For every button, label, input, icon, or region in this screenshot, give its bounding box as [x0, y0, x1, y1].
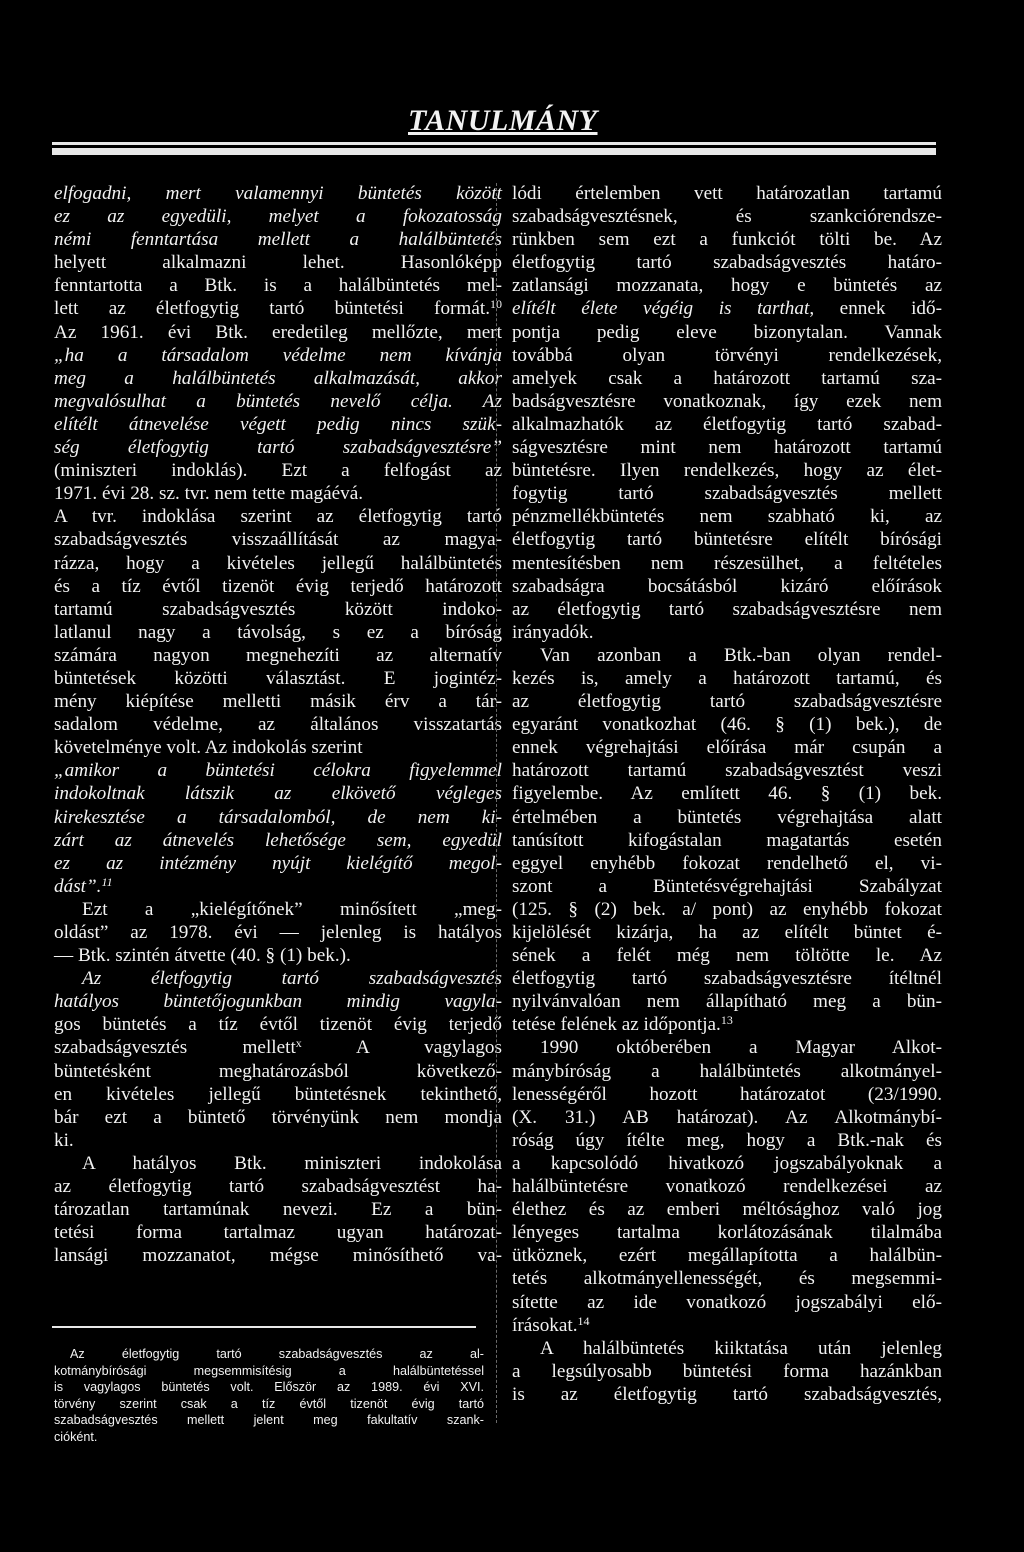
footnote-reference: 13 [720, 1013, 733, 1028]
left-column-line: szabadságvesztés mellett$^x$ A vagylagos [54, 1036, 502, 1059]
left-column-line: tetési forma tartalmaz ugyan határozat- [54, 1222, 502, 1244]
left-column-line: helyett alkalmazni lehet. Hasonlóképp [54, 252, 502, 274]
right-column-line: fogytig tartó szabadságvesztés mellett [512, 483, 942, 505]
right-column-line: kijelölését kizárja, ha az elítélt büntet é- [512, 922, 942, 943]
left-column-line: oldást” az 1978. évi — jelenleg is hatályos [54, 922, 502, 943]
header-thin-rule [52, 142, 936, 145]
left-column-line: gos büntetés a tíz évtől tizenöt évig terjedő [54, 1014, 502, 1036]
left-column-line: büntetések közötti választást. E jogintéz- [54, 667, 502, 689]
right-column-line: ennek végrehajtási előírása már csupán a [512, 737, 942, 759]
right-column-line: eggyel enyhébb fokozat rendelhető el, vi- [512, 852, 942, 874]
footnote-block [54, 1346, 484, 1446]
left-column-line: némi fenntartása mellett a halálbüntetés [54, 229, 502, 251]
right-column-line: lenességéről hozott határozatot (23/1990. [512, 1083, 942, 1105]
left-column-line: megvalósulhat a büntetés nevelő célja. Az [54, 390, 502, 412]
footnote-line: is vagylagos büntetés volt. Először az 1989. évi XVI. [54, 1380, 484, 1395]
left-column-line: hatályos büntetőjogunkban mindig vagyla- [54, 991, 502, 1013]
right-column-line: mentesítésben nem részesülhet, a feltételes [512, 552, 942, 574]
left-column-line: számára nagyon megnehezíti az alternatív [54, 644, 502, 666]
right-column-line: Van azonban a Btk.-ban olyan rendel- [540, 644, 942, 666]
right-column-line: életfogytig tartó büntetésre elítélt bírósági [512, 529, 942, 551]
right-column-line: tanúsított kifogástalan magatartás esetén [512, 829, 942, 851]
left-column-line: meg a halálbüntetés alkalmazását, akkor [54, 367, 502, 389]
footnote-line: törvény szerint csak a tíz évtől tizenöt évig tartó [54, 1396, 484, 1411]
right-column-line: alkalmazhatók az életfogytig tartó szabad- [512, 413, 942, 435]
left-column-line: indokoltnak látszik az elkövető végleges [54, 783, 502, 805]
left-column-line: ség életfogytig tartó szabadságvesztésre” [54, 437, 502, 459]
footnote-rule [52, 1326, 476, 1328]
right-column-line: határozott tartamú szabadságvesztést veszi [512, 760, 942, 782]
left-column-line: sadalom védelme, az általános visszatartás [54, 714, 502, 736]
left-column-line: ki. [54, 1129, 74, 1151]
right-column-line: továbbá olyan törvényi rendelkezések, [512, 344, 942, 366]
footnote-line: kotmánybírósági megsemmisítésig a halálbüntetéssel [54, 1363, 484, 1378]
left-column-line: „ha a társadalom védelme nem kívánja [54, 344, 502, 366]
right-column-line: lényeges tartalma korlátozásának tilalmába [512, 1222, 942, 1244]
right-column-line: életfogytig tartó szabadságvesztésre ítéltnél [512, 968, 942, 990]
right-column-line: az életfogytig tartó szabadságvesztésre [512, 691, 942, 713]
footnote-reference: x [295, 1036, 302, 1051]
left-column-line: latlanul nagy a távolság, s ez a bíróság [54, 621, 502, 643]
right-column-line: elítélt élete végéig is tarthat, ennek idő- [512, 298, 942, 320]
left-column-line: ez az intézmény nyújt kielégítő megol- [54, 852, 502, 874]
column-divider [496, 183, 497, 1423]
right-column-line: 1990 októberében a Magyar Alkot- [540, 1037, 942, 1059]
page-header-title: TANULMÁNY [408, 104, 598, 137]
right-column-line: badságvesztésre vonatkoznak, így ezek nem [512, 390, 942, 412]
left-column-line: az életfogytig tartó szabadságvesztést ha- [54, 1176, 502, 1198]
left-column-line: (miniszteri indoklás). Ezt a felfogást az [54, 460, 502, 482]
footnote-line: cióként. [54, 1429, 98, 1444]
left-column-line: zárt az átnevelés lehetősége sem, egyedül [54, 829, 502, 851]
left-column-line: fenntartotta a Btk. is a halálbüntetés mel- [54, 275, 502, 297]
left-column-line: elítélt átnevelése végett pedig nincs szük- [54, 413, 502, 435]
left-column-line: „amikor a büntetési célokra figyelemmel [54, 760, 502, 782]
right-column-line: élethez és az emberi méltósághoz való jog [512, 1199, 942, 1221]
right-column-line: írásokat.$^{14}$ [512, 1313, 590, 1336]
left-column-line: büntetésként meghatározásból következő- [54, 1060, 502, 1082]
right-column-line: pontja pedig eleve bizonytalan. Vannak [512, 321, 942, 343]
left-column-line: en kivételes jellegű büntetésnek tekinthető, [54, 1083, 502, 1105]
right-column-line: tetése felének az időpontja.$^{13}$ [512, 1013, 733, 1036]
right-column-line: egyaránt vonatkozhat (46. § (1) bek.), de [512, 714, 942, 736]
left-column-line: rázza, hogy a kivételes jellegű halálbüntetés [54, 552, 502, 574]
right-column-line: életfogytig tartó szabadságvesztés határo- [512, 252, 942, 274]
left-column-line: és a tíz évtől tizenöt évig terjedő határozott [54, 575, 502, 597]
right-text-column [512, 182, 942, 1406]
right-column-line: az életfogytig tartó szabadságvesztésre nem [512, 598, 942, 620]
footnote-line: Az életfogytig tartó szabadságvesztés az al- [70, 1347, 484, 1361]
left-column-line: — Btk. szintén átvette (40. § (1) bek.). [54, 945, 351, 967]
right-column-line: sítette az ide vonatkozó jogszabályi elő- [512, 1291, 942, 1313]
left-column-line: kirekesztése a társadalomból, de nem ki- [54, 806, 502, 828]
right-column-line: pénzmellékbüntetés nem szabható ki, az [512, 506, 942, 528]
right-column-line: amelyek csak a határozott tartamú sza- [512, 367, 942, 389]
right-column-line: rünkben sem ezt a funkciót tölti be. Az [512, 229, 942, 251]
header-thick-rule [52, 148, 936, 155]
left-column-line: bár ezt a büntető törvényünk nem mondja [54, 1106, 502, 1128]
right-column-line: is az életfogytig tartó szabadságvesztés, [512, 1383, 942, 1405]
right-column-line: a kapcsolódó hivatkozó jogszabályoknak a [512, 1152, 942, 1174]
right-column-line: értelmében a büntetés végrehajtása alatt [512, 806, 942, 828]
left-column-line: A tvr. indoklása szerint az életfogytig tartó [54, 506, 502, 528]
left-column-line: Ezt a „kielégítőnek” minősített „meg- [82, 898, 502, 920]
right-column-line: halálbüntetésre vonatkozó rendelkezései az [512, 1176, 942, 1198]
left-column-line: szabadságvesztés visszaállítását az magya- [54, 529, 502, 551]
right-column-line: kezés is, amely a határozott tartamú, és [512, 667, 942, 689]
footnote-reference: 11 [101, 874, 113, 889]
right-column-line: szabadságra bocsátásból kizáró előírások [512, 575, 942, 597]
right-column-line: zatlansági mozzanata, hogy e büntetés az [512, 275, 942, 297]
left-column-line: Az 1961. évi Btk. eredetileg mellőzte, mert [54, 321, 502, 343]
right-column-line: ütköznek, ezért megállapította a halálbün- [512, 1245, 942, 1267]
footnote-line: szabadságvesztés mellett jelent meg fakultatív szank- [54, 1413, 484, 1428]
right-column-line: büntetésre. Ilyen rendelkezés, hogy az élet- [512, 460, 942, 482]
right-column-line: szont a Büntetésvégrehajtási Szabályzat [512, 875, 942, 897]
left-column-line: mény kiépítése melletti másik érv a tár- [54, 691, 502, 713]
left-column-line: dást”.$^{11}$ [54, 874, 113, 897]
left-column-line: ez az egyedüli, melyet a fokozatosság [54, 206, 502, 228]
left-column-line: elfogadni, mert valamennyi büntetés között [54, 183, 502, 204]
right-column-line: irányadók. [512, 621, 594, 643]
right-column-line: A halálbüntetés kiiktatása után jelenleg [540, 1337, 942, 1359]
right-column-line: szabadságvesztésnek, és szankciórendsze- [512, 206, 942, 228]
right-column-line: (X. 31.) AB határozat). Az Alkotmánybí- [512, 1106, 942, 1128]
footnote-reference: 14 [577, 1313, 590, 1328]
left-column-line: lett az életfogytig tartó büntetési formát.$^{10}$ [54, 297, 502, 320]
right-column-line: ságvesztésre mint nem határozott tartamú [512, 437, 942, 459]
footnote-reference: 10 [490, 297, 502, 312]
left-column-line: lansági mozzanatot, mégse minősíthető va- [54, 1245, 502, 1267]
left-column-line: 1971. évi 28. sz. tvr. nem tette magáévá. [54, 483, 364, 505]
right-column-line: róság úgy ítélte meg, hogy a Btk.-nak és [512, 1129, 942, 1151]
right-column-line: (125. § (2) bek. a/ pont) az enyhébb fokozat [512, 898, 942, 920]
left-column-line: tározatlan tartamúnak nevezi. Ez a bün- [54, 1199, 502, 1221]
right-column-line: mánybíróság a halálbüntetés alkotmányel- [512, 1060, 942, 1082]
right-column-line: a legsúlyosabb büntetési forma hazánkban [512, 1360, 942, 1382]
right-column-line: tetés alkotmányellenességét, és megsemmi- [512, 1268, 942, 1290]
left-column-line: A hatályos Btk. miniszteri indokolása [82, 1152, 502, 1174]
right-column-line: sének a felét még nem töltötte le. Az [512, 945, 942, 967]
right-column-line: nyilvánvalóan nem állapítható meg a bün- [512, 991, 942, 1013]
left-column-line: tartamú szabadságvesztés között indoko- [54, 598, 502, 620]
left-text-column [54, 182, 502, 1267]
right-column-line: figyelembe. Az említett 46. § (1) bek. [512, 783, 942, 805]
right-column-line: lódi értelemben vett határozatlan tartamú [512, 183, 942, 204]
left-column-line: követelménye volt. Az indokolás szerint [54, 737, 363, 759]
left-column-line: Az életfogytig tartó szabadságvesztés [82, 968, 502, 990]
